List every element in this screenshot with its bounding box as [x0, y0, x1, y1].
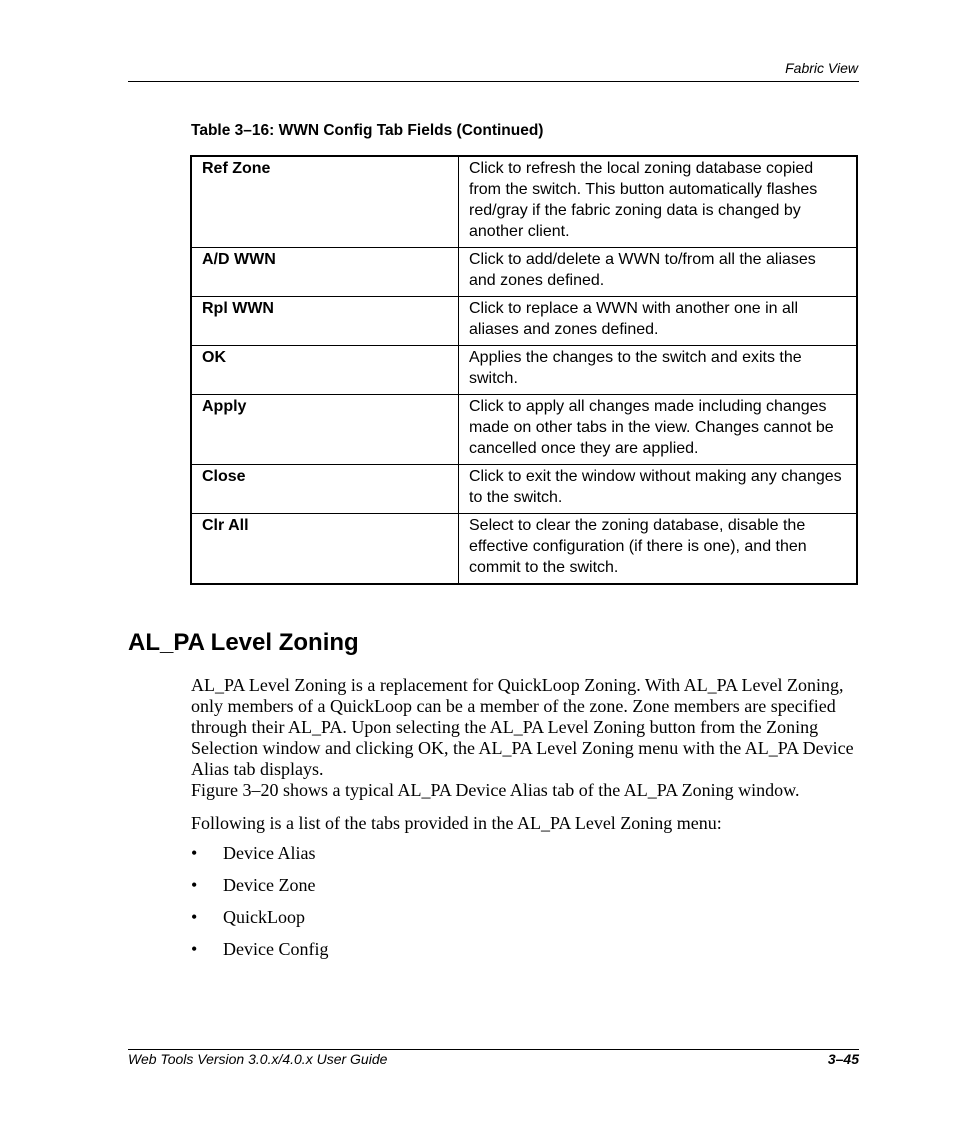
table-row — [191, 156, 857, 248]
bullet-icon: • — [191, 875, 198, 895]
list-item — [191, 939, 328, 971]
figure-reference-paragraph: Figure 3–20 shows a typical AL_PA Device Alias tab of the AL_PA Zoning window. — [191, 780, 800, 800]
list-item — [191, 875, 328, 907]
table-row — [191, 465, 857, 514]
field-description: Click to refresh the local zoning database copied from the switch. This button automatically flashes red/gray if the fabric zoning data is changed by another client. — [459, 156, 858, 248]
intro-paragraph: AL_PA Level Zoning is a replacement for QuickLoop Zoning. With AL_PA Level Zoning, only members of a QuickLoop can be a member of the zone. Zone members are specified through their AL_PA. Upon selecting the AL_PA Level Zoning button from the Zoning Selection window and clicking OK, the AL_PA Level Zoning menu with the AL_PA Device Alias tab displays. — [191, 675, 854, 779]
footer-guide-title: Web Tools Version 3.0.x/4.0.x User Guide — [128, 1051, 388, 1067]
list-item — [191, 907, 328, 939]
list-item-label: QuickLoop — [223, 907, 305, 927]
field-description: Click to apply all changes made including changes made on other tabs in the view. Changes cannot be cancelled once they are applied. — [459, 395, 858, 465]
tabs-list-intro: Following is a list of the tabs provided in the AL_PA Level Zoning menu: — [191, 813, 722, 833]
field-description: Applies the changes to the switch and exits the switch. — [459, 346, 858, 395]
running-header: Fabric View — [785, 60, 858, 76]
bullet-icon: • — [191, 939, 198, 959]
field-description: Click to replace a WWN with another one in all aliases and zones defined. — [459, 297, 858, 346]
section-heading: AL_PA Level Zoning — [128, 629, 359, 656]
table-row — [191, 248, 857, 297]
page-number: 3–45 — [827, 1051, 859, 1067]
footer-rule — [128, 1049, 859, 1050]
table-row — [191, 514, 857, 585]
list-item-label: Device Alias — [223, 843, 316, 863]
wwn-config-fields-table — [190, 155, 858, 585]
field-name: Apply — [191, 395, 459, 465]
field-name: OK — [191, 346, 459, 395]
field-description: Select to clear the zoning database, disable the effective configuration (if there is one), and then commit to the switch. — [459, 514, 858, 585]
field-name: Clr All — [191, 514, 459, 585]
field-description: Click to exit the window without making any changes to the switch. — [459, 465, 858, 514]
table-row — [191, 346, 857, 395]
header-rule — [128, 81, 859, 82]
field-name: Close — [191, 465, 459, 514]
bullet-icon: • — [191, 843, 198, 863]
field-name: A/D WWN — [191, 248, 459, 297]
field-description: Click to add/delete a WWN to/from all the aliases and zones defined. — [459, 248, 858, 297]
table-caption: Table 3–16: WWN Config Tab Fields (Continued) — [191, 122, 544, 139]
bullet-icon: • — [191, 907, 198, 927]
field-name: Ref Zone — [191, 156, 459, 248]
list-item — [191, 843, 328, 875]
table-row — [191, 395, 857, 465]
list-item-label: Device Config — [223, 939, 329, 959]
tabs-bullet-list — [191, 843, 328, 971]
table-row — [191, 297, 857, 346]
field-name: Rpl WWN — [191, 297, 459, 346]
list-item-label: Device Zone — [223, 875, 316, 895]
